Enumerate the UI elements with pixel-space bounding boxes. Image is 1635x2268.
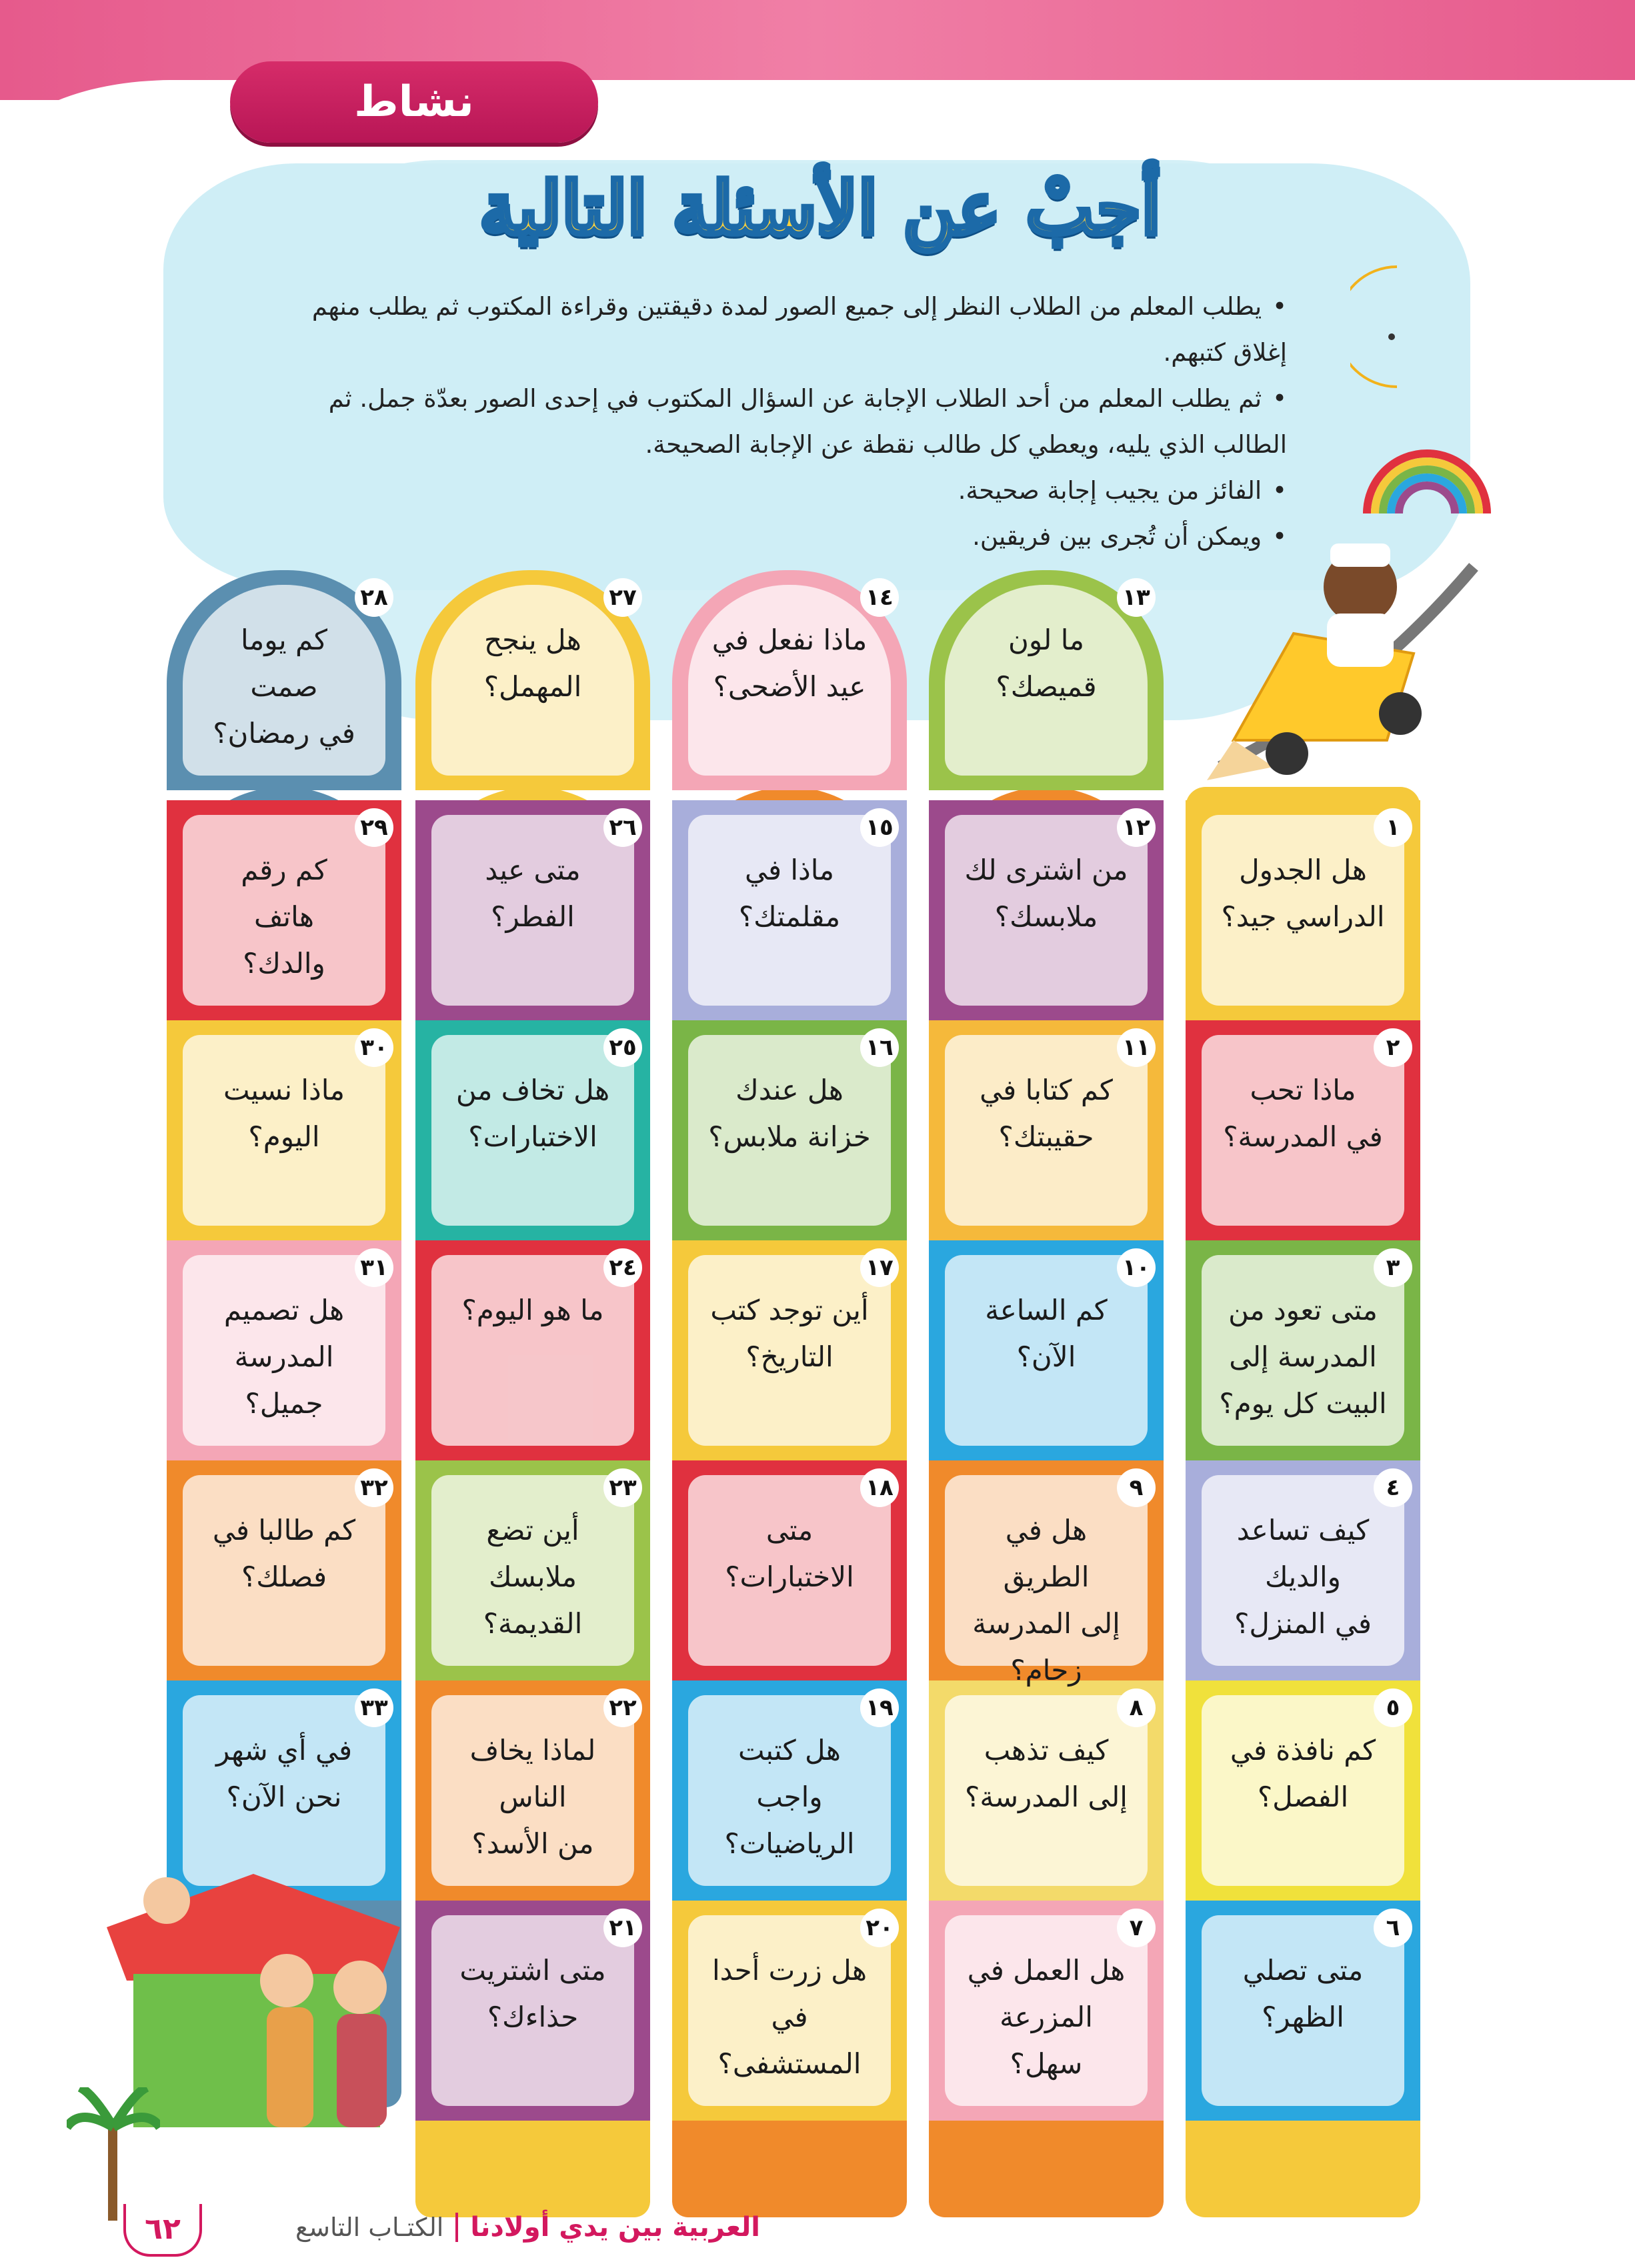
square-question: هل في الطريق إلى المدرسة زحام؟	[972, 1514, 1120, 1686]
square-number: ١٥	[860, 808, 899, 847]
board-square	[1186, 1901, 1420, 2121]
board-square	[929, 1460, 1164, 1686]
square-question: هل زرت أحدا في المستشفى؟	[711, 1954, 868, 2080]
square-number: ٣٣	[355, 1688, 393, 1727]
square-question: هل العمل في المزرعة سهل؟	[967, 1954, 1126, 2080]
square-question: متى تعود من المدرسة إلى البيت كل يوم؟	[1219, 1294, 1387, 1420]
square-number: ١٠	[1117, 1248, 1156, 1287]
board-square	[415, 800, 650, 1020]
square-number: ٢٧	[603, 578, 642, 617]
square-number: ٢٦	[603, 808, 642, 847]
square-question: هل ينجح المهمل؟	[483, 624, 582, 703]
square-question: هل الجدول الدراسي جيد؟	[1221, 854, 1385, 933]
square-number: ٢٠	[860, 1909, 899, 1947]
moon-icon	[1350, 263, 1444, 390]
square-number: ٨	[1117, 1688, 1156, 1727]
square-question: ماذا نفعل في عيد الأضحى؟	[711, 624, 868, 703]
board-square	[1186, 1460, 1420, 1680]
square-question: من اشترى لك ملابسك؟	[964, 854, 1128, 933]
square-number: ٢٩	[355, 808, 393, 847]
square-question: ماذا نسيت اليوم؟	[223, 1074, 345, 1153]
board-square	[415, 1901, 650, 2121]
board-square	[415, 1240, 650, 1460]
square-question: متى عيد الفطر؟	[485, 854, 581, 933]
square-number: ٦	[1374, 1909, 1412, 1947]
board-square	[672, 1460, 907, 1680]
square-number: ٤	[1374, 1468, 1412, 1507]
square-question: كم نافذة في الفصل؟	[1230, 1734, 1376, 1813]
square-question: هل تخاف من الاختبارات؟	[455, 1074, 610, 1153]
square-question: لماذا يخاف الناس من الأسد؟	[469, 1734, 596, 1860]
square-number: ٢٤	[603, 1248, 642, 1287]
square-number: ٥	[1374, 1688, 1412, 1727]
board-square	[415, 1680, 650, 1901]
square-question: ما هو اليوم؟	[461, 1294, 604, 1326]
square-question: كيف تساعد والديك في المنزل؟	[1234, 1514, 1372, 1640]
square-number: ١	[1374, 808, 1412, 847]
square-question: كم رقم هاتف والدك؟	[241, 854, 327, 980]
square-number: ٩	[1117, 1468, 1156, 1507]
board-square	[672, 1240, 907, 1460]
board-square	[929, 1240, 1164, 1460]
square-number: ٢٥	[603, 1028, 642, 1067]
square-question: هل تصميم المدرسة جميل؟	[223, 1294, 345, 1420]
square-number: ٣	[1374, 1248, 1412, 1287]
board-square	[672, 800, 907, 1020]
square-number: ١٦	[860, 1028, 899, 1067]
square-question: أين توجد كتب التاريخ؟	[710, 1294, 869, 1373]
board-square	[1186, 1240, 1420, 1460]
page-number: ٦٢	[123, 2204, 202, 2257]
square-question: ماذا في مقلمتك؟	[738, 854, 841, 933]
activity-tab: نشاط	[230, 61, 598, 143]
page-title: أجبْ عن الأسئلة التالية	[479, 167, 1162, 251]
square-number: ١٨	[860, 1468, 899, 1507]
board-square	[1186, 800, 1420, 1020]
footer-divider	[455, 2213, 458, 2242]
board-square	[1186, 1020, 1420, 1240]
square-question: أين تضع ملابسك القديمة؟	[483, 1514, 583, 1640]
square-question: هل كتبت واجب الرياضيات؟	[724, 1734, 855, 1860]
square-question: كم الساعة الآن؟	[985, 1294, 1108, 1373]
board-square	[167, 1460, 401, 1680]
square-question: ماذا تحب في المدرسة؟	[1223, 1074, 1383, 1153]
instructions-list	[280, 283, 1314, 559]
instruction-item: • يطلب المعلم من الطلاب النظر إلى جميع الصور لمدة دقيقتين وقراءة المكتوب ثم يطلب منهم إغلاق كتبهم.	[280, 283, 1287, 375]
square-number: ٣٠	[355, 1028, 393, 1067]
square-question: متى اشتريت حذاءك؟	[459, 1954, 606, 2033]
square-question: متى الاختبارات؟	[725, 1514, 854, 1593]
square-question: هل عندك خزانة ملابس؟	[708, 1074, 871, 1153]
board-square	[167, 570, 401, 790]
square-number: ٢٢	[603, 1688, 642, 1727]
board-square	[415, 570, 650, 790]
square-question: متى تصلي الظهر؟	[1242, 1954, 1364, 2033]
square-question: كيف تذهب إلى المدرسة؟	[965, 1734, 1128, 1813]
board-square	[415, 1460, 650, 1680]
boy-pencil-car-illustration	[1194, 487, 1500, 780]
square-number: ٣٢	[355, 1468, 393, 1507]
square-panel	[431, 1255, 634, 1446]
palm-tree-icon	[67, 2087, 160, 2221]
board-square	[167, 800, 401, 1020]
square-number: ٧	[1117, 1909, 1156, 1947]
square-question: كم طالبا في فصلك؟	[212, 1514, 356, 1593]
square-question: ما لون قميصك؟	[996, 624, 1097, 703]
board-square	[929, 570, 1164, 790]
board-square	[167, 1020, 401, 1240]
board-square	[929, 1020, 1164, 1240]
board-square	[929, 1901, 1164, 2121]
square-number: ١٩	[860, 1688, 899, 1727]
board-square	[672, 1680, 907, 1901]
square-number: ٣١	[355, 1248, 393, 1287]
board-square	[415, 1020, 650, 1240]
square-number: ٢	[1374, 1028, 1412, 1067]
square-question: كم كتابا في حقيبتك؟	[980, 1074, 1113, 1153]
board-square	[929, 800, 1164, 1020]
square-number: ١٧	[860, 1248, 899, 1287]
board-square	[672, 570, 907, 790]
board-square	[672, 1020, 907, 1240]
square-number: ٢٣	[603, 1468, 642, 1507]
square-number: ١٢	[1117, 808, 1156, 847]
board-square	[1186, 1680, 1420, 1901]
square-number: ٢١	[603, 1909, 642, 1947]
square-question: كم يوما صمت في رمضان؟	[213, 624, 355, 750]
square-number: ٢٨	[355, 578, 393, 617]
instruction-item: • الفائز من يجيب إجابة صحيحة.	[280, 467, 1287, 513]
instruction-item: • ثم يطلب المعلم من أحد الطلاب الإجابة عن السؤال المكتوب في إحدى الصور بعدّة جمل. ثم الطالب الذي يليه، ويعطي كل طالب نقطة عن الإجابة الصحيحة.	[280, 375, 1287, 467]
footer	[213, 2207, 760, 2247]
board-square	[672, 1901, 907, 2121]
instruction-item: • ويمكن أن تُجرى بين فريقين.	[280, 513, 1287, 559]
square-number: ١٤	[860, 578, 899, 617]
board-square	[167, 1240, 401, 1460]
board-square	[929, 1680, 1164, 1901]
square-number: ١٣	[1117, 578, 1156, 617]
book-title: الكتـاب التاسع	[295, 2213, 444, 2242]
series-title: العربية بين يدي أولادنا	[470, 2212, 760, 2243]
square-question: في أي شهر نحن الآن؟	[215, 1734, 353, 1813]
square-number: ١١	[1117, 1028, 1156, 1067]
